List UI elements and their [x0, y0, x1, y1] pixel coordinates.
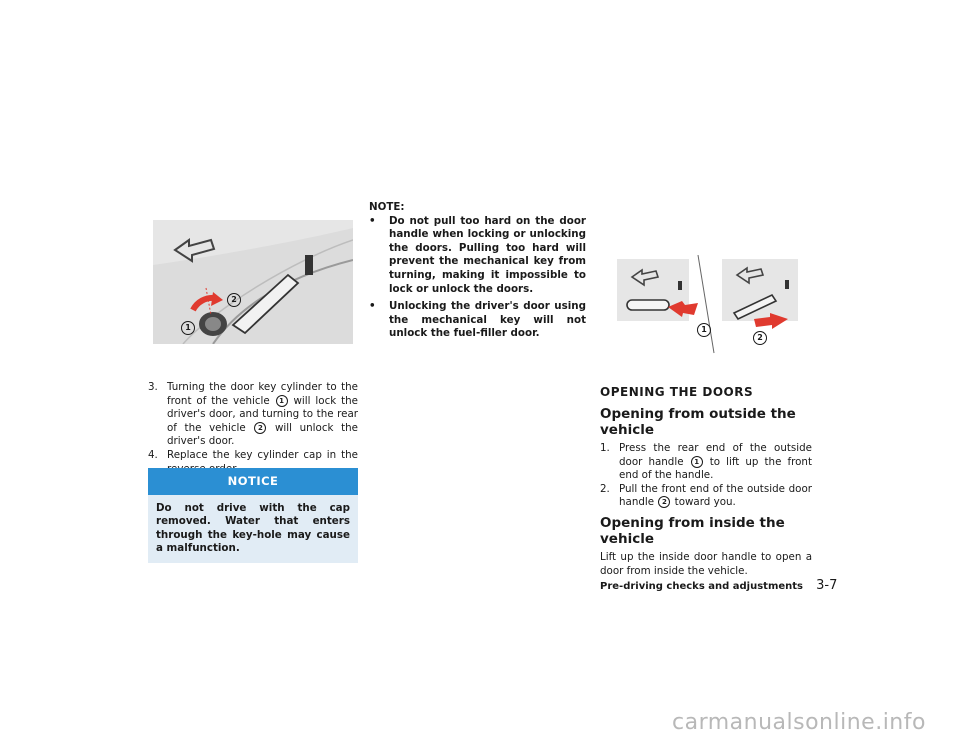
note-item: • Do not pull too hard on the door handle when locking or unlocking the doors. Pulling too hard will prevent the mechanical key from turning, making it impossible to lock or unlock the doors.: [369, 214, 586, 295]
note-item: • Unlocking the driver's door using the mechanical key will not unlock the fuel-filler door.: [369, 300, 586, 340]
figure-marker-2: 2: [753, 331, 767, 345]
marker-2: 2: [658, 496, 670, 508]
left-steps: [148, 381, 358, 476]
section-title: OPENING THE DOORS: [600, 385, 754, 399]
note-block: [369, 201, 586, 341]
notice-box: [148, 468, 358, 563]
page-footer: [600, 574, 838, 593]
page-number: 3-7: [816, 578, 838, 593]
notice-text: Do not drive with the cap removed. Water that enters through the key-hole may cause a malfunction.: [148, 495, 358, 563]
door-handle-illustration: [612, 255, 808, 355]
outside-step-2: 2. Pull the front end of the outside door handle 2 toward you.: [600, 482, 812, 509]
footer-section-title: Pre-driving checks and adjustments: [600, 581, 804, 592]
key-cylinder-figure: [153, 220, 353, 344]
note-label: NOTE:: [369, 201, 405, 213]
figure-marker-2: 2: [227, 293, 241, 307]
inside-text: Lift up the inside door handle to open a door from inside the vehicle.: [600, 550, 812, 577]
bullet-icon: •: [369, 300, 376, 313]
step-4: 4. Replace the key cylinder cap in the: [148, 448, 358, 461]
outside-heading: Opening from outside the vehicle: [600, 406, 796, 438]
marker-2: 2: [254, 422, 266, 434]
door-handle-figure: [612, 255, 808, 355]
outside-steps: [600, 442, 812, 510]
outside-step-1: 1. Press the rear end of the outside door handle 1 to lift up the front end of the handle.: [600, 442, 812, 482]
notice-title: NOTICE: [148, 468, 358, 495]
figure-marker-1: 1: [181, 321, 195, 335]
inside-heading: Opening from inside the vehicle: [600, 514, 785, 547]
marker-1: 1: [691, 456, 703, 468]
step-3: 3. Turning the door key cylinder to the front of the vehicle 1 will lock the driver's door, and turning to the rear of the vehicle 2 will unlock the driver's door.: [148, 381, 359, 448]
figure-marker-1: 1: [697, 323, 711, 337]
bullet-icon: •: [369, 214, 376, 227]
watermark: carmanualsonline.info: [672, 710, 926, 735]
marker-1: 1: [276, 395, 288, 407]
opening-doors-section: [600, 385, 812, 578]
